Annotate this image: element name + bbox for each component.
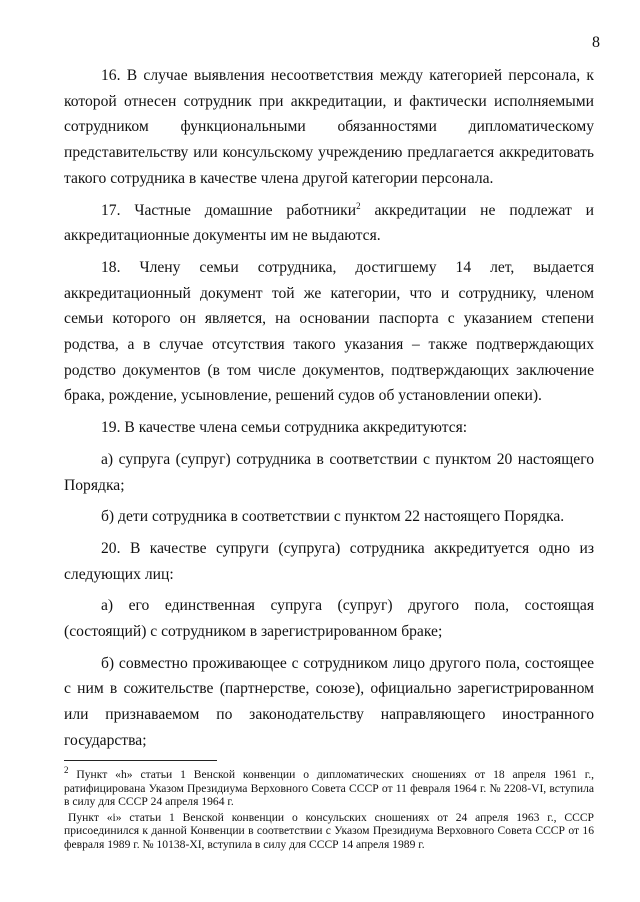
- footnotes: [64, 765, 594, 854]
- paragraph-19-a: а) супруга (супруг) сотрудника в соответствии с пунктом 20 настоящего Порядка;: [64, 450, 594, 494]
- footnote-ref-2[interactable]: 2: [356, 200, 361, 211]
- paragraph-20-b: б) совместно проживающее с сотрудником лицо другого пола, состоящее с ним в сожительстве (партнерстве, союзе), официально зарегистрированном или признаваемом по законодательству направляющего иностранного государства;: [64, 654, 594, 749]
- document-body: [64, 63, 594, 760]
- footnote-2: $^2$ Пункт «h» статьи 1 Венской конвенции о дипломатических сношениях от 18 апреля 1961 г., ратифицирована Указом Президиума Верховного Совета СССР от 11 февраля 1964 г. № 2208-VI, вступила в силу для СССР 24 апреля 1964 г.: [64, 765, 594, 809]
- paragraph-16: 16. В случае выявления несоответствия между категорией персонала, к которой отнесен сотрудник при аккредитации, и фактически исполняемыми сотрудником функциональными обязанностями дипломатическому представительству или консульскому учреждению предлагается аккредитовать такого сотрудника в качестве члена другой категории персонала.: [64, 67, 594, 187]
- paragraph-19-b: б) дети сотрудника в соответствии с пунктом 22 настоящего Порядка.: [101, 508, 565, 526]
- footnote-marker: 2: [64, 765, 69, 776]
- paragraph-20: 20. В качестве супруги (супруга) сотрудника аккредитуется одно из следующих лиц:: [64, 539, 594, 583]
- paragraph-20-a: а) его единственная супруга (супруг) другого пола, состоящая (состоящий) с сотрудником в зарегистрированном браке;: [64, 597, 594, 641]
- paragraph-19: 19. В качестве члена семьи сотрудника аккредитуются:: [101, 419, 468, 437]
- page-number: 8: [592, 34, 600, 51]
- paragraph-17: 17. Частные домашние работники$^2$ аккредитации не подлежат и аккредитационные документы им не выдаются.: [64, 200, 594, 245]
- paragraph-18: 18. Члену семьи сотрудника, достигшему 14 лет, выдается аккредитационный документ той же категории, что и сотруднику, членом семьи которого он является, на основании паспорта с указанием степени родства, а в случае отсутствия такого указания – также подтверждающих родство документов (в том числе документов, подтверждающих заключение брака, рождение, усыновление, решений судов об установлении опеки).: [64, 258, 594, 405]
- footnote-2-continued: Пункт «i» статьи 1 Венской конвенции о консульских сношениях от 24 апреля 1963 г., СССР присоединился к данной Конвенции в соответствии с Указом Президиума Верховного Совета СССР от 16 февраля 1989 г. № 10138-XI, вступила в силу для СССР 14 апреля 1989 г.: [64, 810, 594, 851]
- footnote-separator: [64, 760, 217, 761]
